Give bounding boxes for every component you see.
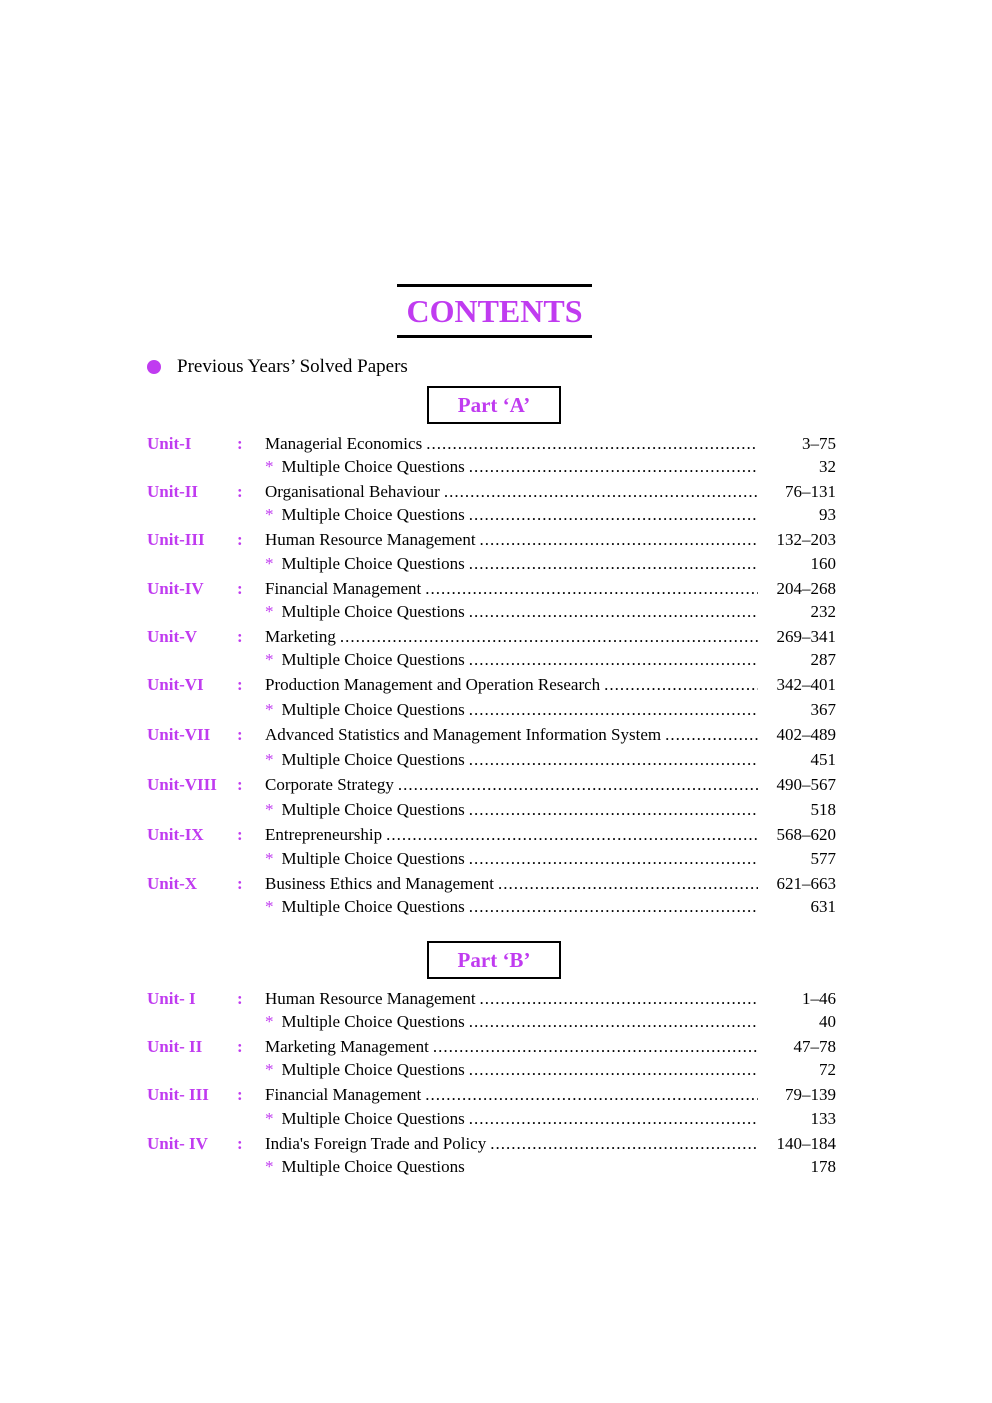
section-heading <box>147 356 408 378</box>
toc-entry[interactable] <box>265 988 758 1010</box>
unit-label: Unit-IX <box>147 825 204 844</box>
asterisk-icon: * <box>265 700 274 719</box>
colon-separator: : <box>237 725 243 744</box>
asterisk-icon: * <box>265 1109 274 1128</box>
toc-mcq-row <box>0 799 992 821</box>
mcq-entry[interactable] <box>265 601 758 623</box>
mcq-title: Multiple Choice Questions <box>281 897 465 916</box>
unit-label: Unit-VIII <box>147 775 217 794</box>
unit-label: Unit- I <box>147 989 196 1008</box>
topic-title: Business Ethics and Management <box>265 874 494 893</box>
toc-row <box>0 1084 992 1106</box>
page-range: 140–184 <box>776 1134 836 1153</box>
toc-entry[interactable] <box>265 1036 758 1058</box>
toc-entry[interactable] <box>265 724 758 746</box>
colon-separator: : <box>237 825 243 844</box>
mcq-title: Multiple Choice Questions <box>281 457 465 476</box>
asterisk-icon: * <box>265 650 274 669</box>
colon-separator: : <box>237 1085 243 1104</box>
page-range: 342–401 <box>776 675 836 694</box>
dot-leader <box>469 896 758 918</box>
colon-separator: : <box>237 627 243 646</box>
toc-entry[interactable] <box>265 774 758 796</box>
dot-leader <box>469 601 758 623</box>
page-range: 621–663 <box>776 874 836 893</box>
mcq-entry[interactable] <box>265 699 758 721</box>
dot-leader <box>444 481 758 503</box>
page-range: 47–78 <box>793 1037 836 1056</box>
toc-mcq-row <box>0 601 992 623</box>
mcq-entry[interactable] <box>265 1156 758 1178</box>
toc-row <box>0 433 992 455</box>
page-range: 490–567 <box>776 775 836 794</box>
topic-title: Managerial Economics <box>265 434 423 453</box>
mcq-page: 451 <box>810 750 836 769</box>
mcq-title: Multiple Choice Questions <box>281 700 465 719</box>
topic-title: Marketing Management <box>265 1037 429 1056</box>
page-range: 1–46 <box>802 989 836 1008</box>
topic-title: Entrepreneurship <box>265 825 383 844</box>
page-title: CONTENTS <box>406 293 583 329</box>
mcq-entry[interactable] <box>265 649 758 671</box>
mcq-entry[interactable] <box>265 749 758 771</box>
page-range: 79–139 <box>785 1085 836 1104</box>
dot-leader <box>426 433 758 455</box>
unit-label: Unit-X <box>147 874 198 893</box>
topic-title: Advanced Statistics and Management Information System <box>265 725 662 744</box>
unit-label: Unit-V <box>147 627 198 646</box>
mcq-entry[interactable] <box>265 896 758 918</box>
mcq-entry[interactable] <box>265 1011 758 1033</box>
toc-entry[interactable] <box>265 433 758 455</box>
mcq-page: 232 <box>810 602 836 621</box>
dot-leader <box>398 774 758 796</box>
dot-leader <box>469 699 758 721</box>
toc-row <box>0 988 992 1010</box>
toc-row <box>0 1036 992 1058</box>
toc-mcq-row <box>0 456 992 478</box>
mcq-page: 367 <box>810 700 836 719</box>
asterisk-icon: * <box>265 602 274 621</box>
mcq-page: 287 <box>810 650 836 669</box>
unit-label: Unit- IV <box>147 1134 208 1153</box>
toc-entry[interactable] <box>265 481 758 503</box>
dot-leader <box>469 504 758 526</box>
contents-title-frame <box>397 284 592 338</box>
dot-leader <box>469 553 758 575</box>
colon-separator: : <box>237 434 243 453</box>
page-range: 204–268 <box>776 579 836 598</box>
colon-separator: : <box>237 1134 243 1153</box>
mcq-page: 72 <box>819 1060 836 1079</box>
unit-label: Unit-VII <box>147 725 211 744</box>
unit-label: Unit-II <box>147 482 199 501</box>
dot-leader <box>433 1036 758 1058</box>
part-b-heading: Part ‘B’ <box>427 941 561 979</box>
mcq-page: 178 <box>810 1157 836 1176</box>
colon-separator: : <box>237 775 243 794</box>
dot-leader <box>425 1084 758 1106</box>
colon-separator: : <box>237 989 243 1008</box>
unit-label: Unit- III <box>147 1085 209 1104</box>
mcq-title: Multiple Choice Questions <box>281 602 465 621</box>
toc-row <box>0 674 992 696</box>
asterisk-icon: * <box>265 1157 274 1176</box>
toc-entry[interactable] <box>265 824 758 846</box>
mcq-title: Multiple Choice Questions <box>281 800 465 819</box>
mcq-page: 518 <box>810 800 836 819</box>
colon-separator: : <box>237 874 243 893</box>
page-range: 269–341 <box>776 627 836 646</box>
mcq-title: Multiple Choice Questions <box>281 1060 465 1079</box>
toc-row <box>0 1133 992 1155</box>
toc-entry[interactable] <box>265 1133 758 1155</box>
toc-row <box>0 626 992 648</box>
asterisk-icon: * <box>265 1060 274 1079</box>
asterisk-icon: * <box>265 750 274 769</box>
dot-leader <box>480 529 758 551</box>
topic-title: Production Management and Operation Research <box>265 675 601 694</box>
toc-mcq-row <box>0 1108 992 1130</box>
mcq-page: 40 <box>819 1012 836 1031</box>
toc-row <box>0 481 992 503</box>
topic-title: Corporate Strategy <box>265 775 394 794</box>
topic-title: Financial Management <box>265 579 422 598</box>
mcq-title: Multiple Choice Questions <box>281 554 465 573</box>
toc-mcq-row <box>0 1059 992 1081</box>
toc-entry[interactable] <box>265 626 758 648</box>
dot-leader <box>469 799 758 821</box>
mcq-entry[interactable] <box>265 848 758 870</box>
toc-entry[interactable] <box>265 674 758 696</box>
toc-mcq-row <box>0 553 992 575</box>
page-range: 3–75 <box>802 434 836 453</box>
toc-entry[interactable] <box>265 529 758 551</box>
unit-label: Unit- II <box>147 1037 203 1056</box>
dot-leader <box>386 824 758 846</box>
dot-leader <box>480 988 758 1010</box>
dot-leader <box>469 456 758 478</box>
toc-entry[interactable] <box>265 578 758 600</box>
page-range: 132–203 <box>776 530 836 549</box>
mcq-page: 32 <box>819 457 836 476</box>
toc-entry[interactable] <box>265 873 758 895</box>
unit-label: Unit-I <box>147 434 192 453</box>
toc-mcq-row <box>0 848 992 870</box>
dot-leader <box>425 578 758 600</box>
dot-leader <box>604 674 758 696</box>
page-range: 76–131 <box>785 482 836 501</box>
mcq-entry[interactable] <box>265 1059 758 1081</box>
part-a-heading: Part ‘A’ <box>427 386 561 424</box>
topic-title: Financial Management <box>265 1085 422 1104</box>
mcq-title: Multiple Choice Questions <box>281 849 465 868</box>
toc-entry[interactable] <box>265 1084 758 1106</box>
toc-mcq-row <box>0 749 992 771</box>
asterisk-icon: * <box>265 554 274 573</box>
toc-mcq-row <box>0 1011 992 1033</box>
asterisk-icon: * <box>265 849 274 868</box>
mcq-title: Multiple Choice Questions <box>281 650 465 669</box>
mcq-entry[interactable] <box>265 504 758 526</box>
topic-title: Human Resource Management <box>265 989 476 1008</box>
mcq-title: Multiple Choice Questions <box>281 505 465 524</box>
dot-leader <box>490 1133 758 1155</box>
bullet-icon <box>147 360 161 374</box>
unit-label: Unit-VI <box>147 675 204 694</box>
mcq-entry[interactable] <box>265 456 758 478</box>
topic-title: Human Resource Management <box>265 530 476 549</box>
toc-mcq-row <box>0 504 992 526</box>
dot-leader <box>469 1108 758 1130</box>
colon-separator: : <box>237 482 243 501</box>
mcq-title: Multiple Choice Questions <box>281 750 465 769</box>
toc-row <box>0 824 992 846</box>
toc-mcq-row <box>0 896 992 918</box>
dot-leader <box>665 724 758 746</box>
toc-row <box>0 873 992 895</box>
toc-mcq-row <box>0 649 992 671</box>
colon-separator: : <box>237 579 243 598</box>
page-range: 568–620 <box>776 825 836 844</box>
toc-mcq-row <box>0 699 992 721</box>
colon-separator: : <box>237 675 243 694</box>
dot-leader <box>469 649 758 671</box>
dot-leader <box>469 1011 758 1033</box>
topic-title: India's Foreign Trade and Policy <box>265 1134 487 1153</box>
dot-leader <box>469 749 758 771</box>
mcq-title: Multiple Choice Questions <box>281 1157 465 1176</box>
mcq-title: Multiple Choice Questions <box>281 1012 465 1031</box>
mcq-page: 631 <box>810 897 836 916</box>
toc-mcq-row <box>0 1156 992 1178</box>
colon-separator: : <box>237 530 243 549</box>
dot-leader <box>498 873 758 895</box>
asterisk-icon: * <box>265 800 274 819</box>
toc-row <box>0 774 992 796</box>
dot-leader <box>340 626 758 648</box>
unit-label: Unit-III <box>147 530 205 549</box>
colon-separator: : <box>237 1037 243 1056</box>
mcq-entry[interactable] <box>265 799 758 821</box>
dot-leader <box>469 848 758 870</box>
dot-leader <box>469 1059 758 1081</box>
mcq-page: 577 <box>810 849 836 868</box>
asterisk-icon: * <box>265 1012 274 1031</box>
mcq-page: 133 <box>810 1109 836 1128</box>
mcq-entry[interactable] <box>265 1108 758 1130</box>
mcq-entry[interactable] <box>265 553 758 575</box>
mcq-page: 93 <box>819 505 836 524</box>
page-range: 402–489 <box>776 725 836 744</box>
asterisk-icon: * <box>265 457 274 476</box>
topic-title: Marketing <box>265 627 336 646</box>
mcq-title: Multiple Choice Questions <box>281 1109 465 1128</box>
mcq-page: 160 <box>810 554 836 573</box>
unit-label: Unit-IV <box>147 579 204 598</box>
toc-row <box>0 724 992 746</box>
toc-row <box>0 578 992 600</box>
toc-row <box>0 529 992 551</box>
asterisk-icon: * <box>265 505 274 524</box>
topic-title: Organisational Behaviour <box>265 482 440 501</box>
section-label: Previous Years’ Solved Papers <box>177 356 408 377</box>
asterisk-icon: * <box>265 897 274 916</box>
